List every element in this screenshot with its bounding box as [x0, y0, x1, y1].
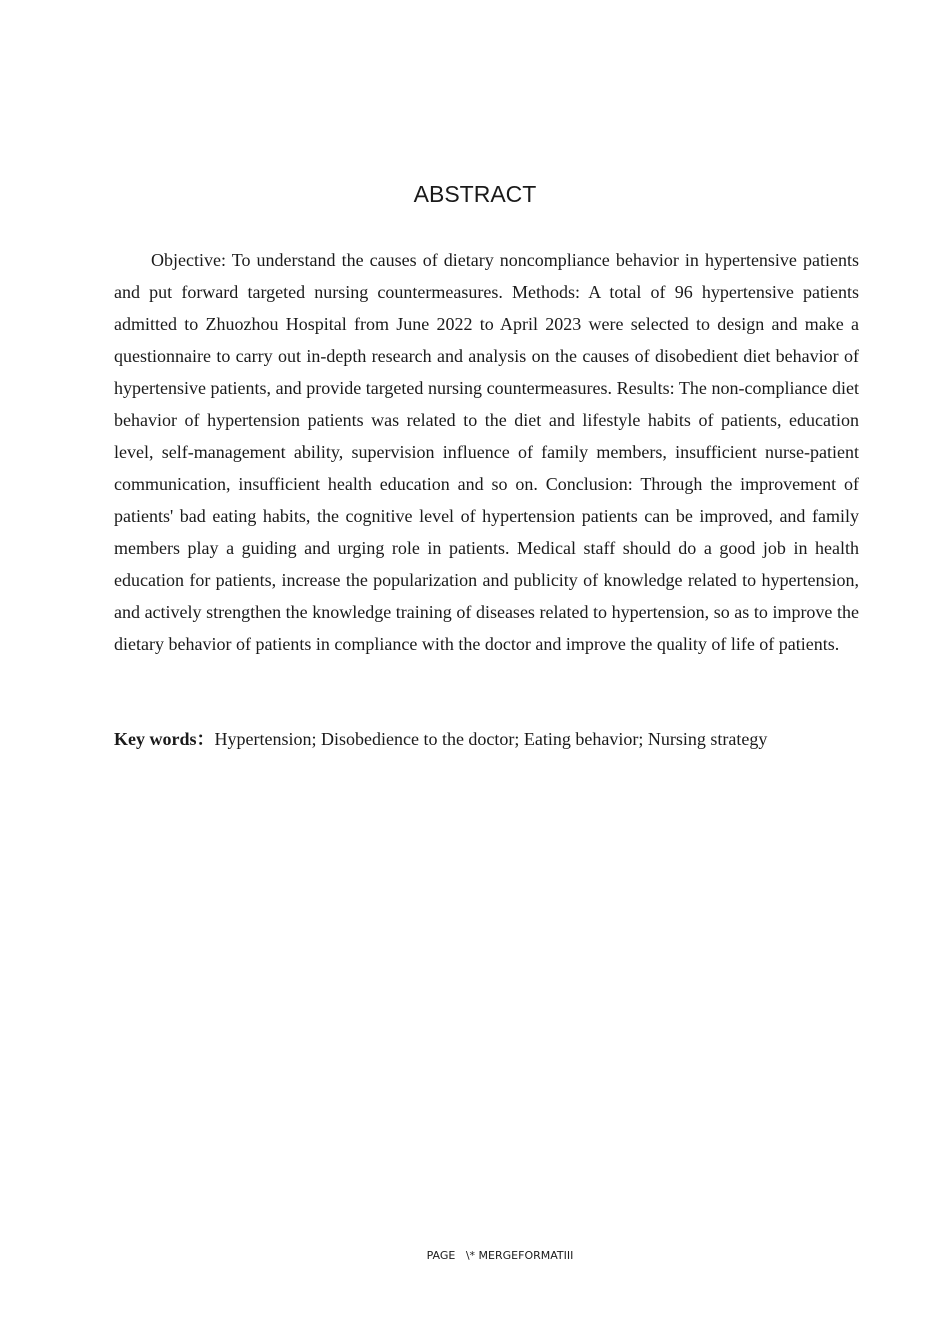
abstract-paragraph: Objective: To understand the causes of dietary noncompliance behavior in hypertensive patients and put forward targeted nursing countermeasures. Methods: A total of 96 hypertensive patients admitted to Zhuozhou Hospital from June 2022 to April 2023 were selected to design and make a questionnaire to carry out in-depth research and analysis on the causes of disobedient diet behavior of hypertensive patients, and provide targeted nursing countermeasures. Results: The non-compliance diet behavior of hypertension patients was related to the diet and lifestyle habits of patients, education level, self-management ability, supervision influence of family members, insufficient nurse-patient communication, insufficient health education and so on. Conclusion: Through the improvement of patients' bad eating habits, the cognitive level of hypertension patients can be improved, and family members play a guiding and urging role in patients. Medical staff should do a good job in health education for patients, increase the popularization and publicity of knowledge related to hypertension, and actively strengthen the knowledge training of diseases related to hypertension, so as to improve the dietary behavior of patients in compliance with the doctor and improve the quality of life of patients. — [114, 250, 859, 654]
keywords-line — [114, 723, 859, 755]
keywords-text: Hypertension; Disobedience to the doctor; Eating behavior; Nursing strategy — [214, 729, 768, 749]
page-title: ABSTRACT — [413, 181, 537, 207]
page-footer-field: PAGE \* MERGEFORMATIII — [426, 1249, 574, 1262]
keywords-label: Key words： — [114, 729, 215, 749]
